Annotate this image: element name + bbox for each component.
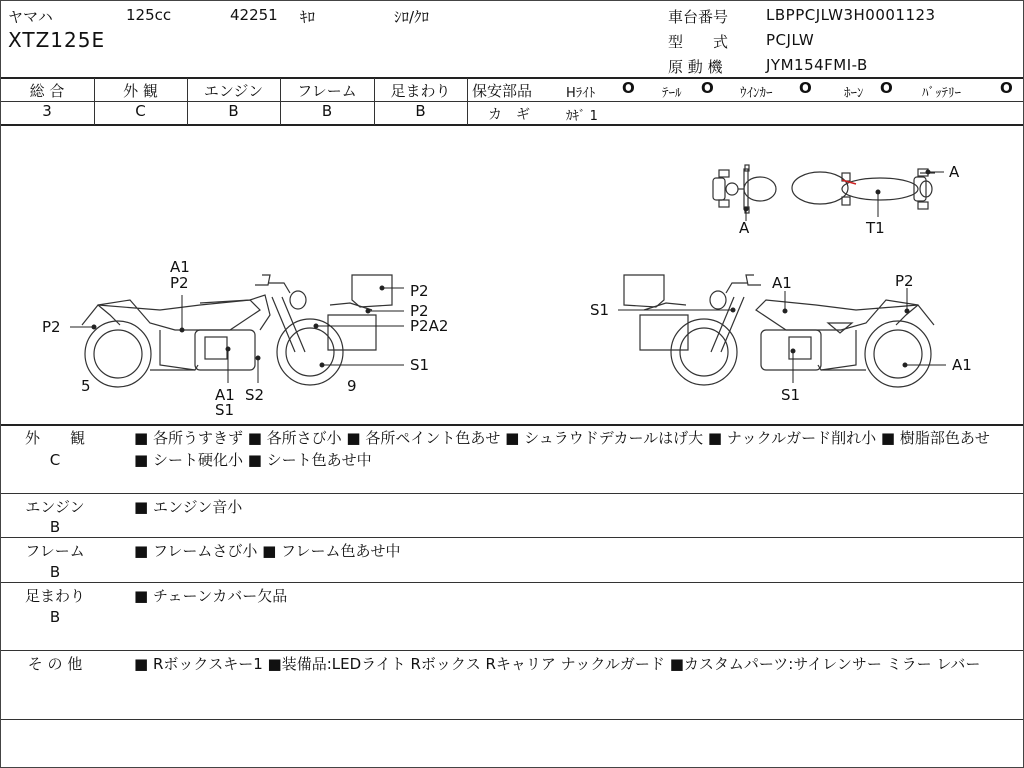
diagram-label: T1 [866,219,885,237]
horn-mark: O [880,79,893,97]
frame-no: LBPPCJLW3H0001123 [766,6,936,24]
diagram-label: A1 [772,274,792,292]
diagram-label: A1 [952,356,972,374]
mileage: 42251 [230,6,278,24]
mileage-unit: ｷﾛ [300,8,316,26]
divider [0,582,1024,583]
section-label-engine: エンジン [25,498,85,516]
frame-grade: B [321,102,333,120]
damage-diagram [0,125,1024,425]
frame-grade-label: フレーム [297,82,357,100]
section-grade-frame: B [49,563,61,581]
model-code-label: 型 式 [668,33,729,51]
diagram-label: S1 [781,386,801,404]
divider [0,537,1024,538]
overall-grade: 3 [42,102,52,120]
diagram-label: S2 [245,386,265,404]
diagram-label: P2 [42,318,61,336]
battery-label: ﾊﾞｯﾃﾘｰ [922,86,961,101]
headlight-mark: O [622,79,635,97]
diagram-label: A1 [170,258,190,276]
diagram-label: P2 [410,302,429,320]
engine-grade: B [228,102,239,120]
section-text-suspension: ■ チェーンカバー欠品 [134,587,288,605]
divider [0,77,1024,79]
left-side-bike-drawing [82,275,392,387]
diagram-label: P2 [170,274,189,292]
section-text-other: ■ Rボックスキー1 ■装備品:LEDライト Rボックス Rキャリア ナックルガード ■カスタムパーツ:サイレンサー ミラー レバー [134,655,981,673]
diagram-label: A [949,163,960,181]
diagram-label: S1 [590,301,610,319]
section-label-exterior: 外 観 [24,429,85,447]
diagram-label: 5 [81,377,91,395]
tail-mark: O [701,79,714,97]
section-text-engine: ■ エンジン音小 [134,498,243,516]
diagram-label: P2 [410,282,429,300]
key-value: ｶｷﾞ 1 [566,109,598,124]
diagram-label: A [739,219,750,237]
section-grade-exterior: C [49,451,61,469]
model-name: XTZ125E [8,28,106,52]
diagram-label: S1 [215,401,235,419]
maker: ヤマハ [8,8,53,26]
divider [0,424,1024,426]
body-color: ｼﾛ/ｸﾛ [394,8,430,26]
section-label-suspension: 足まわり [24,587,85,605]
suspension-grade: B [415,102,426,120]
divider [0,719,1024,720]
exterior-grade-label: 外 観 [123,82,158,100]
diagram-label: A1 [215,386,235,404]
diagram-label: 9 [347,377,357,395]
exterior-grade: C [135,102,146,120]
headlight-label: Hﾗｲﾄ [566,86,596,101]
diagram-label: S1 [410,356,430,374]
diagram-label: P2 [895,272,914,290]
frame-no-label: 車台番号 [668,8,729,26]
top-view-bike-drawing [713,165,935,213]
overall-grade-label: 総 合 [29,82,65,100]
suspension-grade-label: 足まわり [390,82,451,100]
section-label-other: そ の 他 [27,655,83,673]
engine-grade-label: エンジン [203,82,264,100]
divider [467,78,468,125]
divider [0,493,1024,494]
displacement: 125cc [126,6,172,24]
key-label: カ ギ [488,107,530,123]
winker-label: ｳｲﾝｶｰ [740,86,773,101]
battery-mark: O [1000,79,1013,97]
tail-label: ﾃｰﾙ [662,86,682,101]
engine-no: JYM154FMI-B [766,56,868,74]
divider [0,650,1024,651]
diagram-label: P2A2 [410,317,449,335]
safety-parts-label: 保安部品 [472,82,533,100]
model-code: PCJLW [766,31,815,49]
section-grade-suspension: B [49,608,61,626]
section-text-frame: ■ フレームさび小 ■ フレーム色あせ中 [134,542,401,560]
winker-mark: O [799,79,812,97]
section-grade-engine: B [49,518,61,536]
horn-label: ﾎｰﾝ [844,86,864,101]
engine-no-label: 原 動 機 [668,58,723,76]
section-label-frame: フレーム [25,542,85,560]
section-text-exterior: ■ 各所うすきず ■ 各所さび小 ■ 各所ペイント色あせ ■ シュラウドデカールはげ大 ■ ナックルガード削れ小 ■ 樹脂部色あせ ■ シート硬化小 ■ シート色あせ中 [134,429,990,469]
